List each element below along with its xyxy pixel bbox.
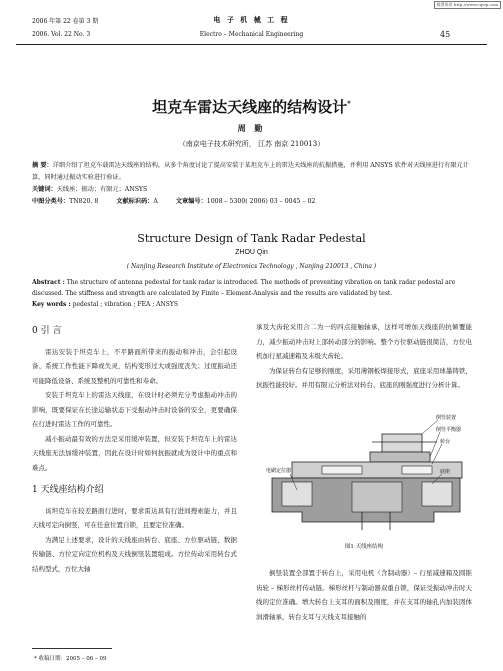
turntable-shape	[292, 462, 462, 478]
header-issue-en: 2006. Vol. 22 No. 3	[32, 31, 91, 38]
doc-code-value: A	[153, 198, 158, 205]
header-issue-zh: 2006 年第 22 卷第 3 期	[32, 18, 99, 25]
right-column-bottom	[256, 566, 472, 624]
section-0-paragraph: 减小振动最有效的方法是采用缓冲装置，但安装于坦克车上的雷达天线座无法加缓冲装置，因此在设计时如何抗振就成为设计中的重点和难点。	[32, 434, 237, 472]
title-footnote-mark: *	[347, 99, 351, 108]
right-column-top	[256, 320, 472, 393]
page-number: 45	[440, 30, 451, 39]
header-journal-en: Electro – Mechanical Engineering	[199, 31, 304, 38]
right-paragraph: 为保证转台有足够的刚度，采用薄钢板焊接形式，底座采用球墨铸铁，抗振性能较好。并用有限元分析法对转台、底座的刚强度进行分析计算。	[256, 366, 472, 389]
en-author: ZHOU Qin	[235, 249, 268, 256]
label-tilt-device: 倒竖装置	[436, 415, 457, 421]
figure-caption: 图1 天线座结构	[344, 544, 384, 550]
clc-label: 中图分类号：	[32, 198, 70, 205]
drive-motor-shape	[352, 482, 402, 512]
abstract-en-body	[32, 277, 472, 299]
abstract-zh-label: 摘 要：	[32, 162, 53, 169]
keywords-en	[32, 299, 472, 310]
watermark: 维普资讯 http://www.cqvip.com	[434, 1, 501, 9]
label-slip-ring: 电刷定位器	[266, 468, 292, 474]
paper-title	[0, 96, 503, 117]
right-paragraph: 倒竖装置全部置于转台上，采用电机（含制动器）– 行星减速箱及圆锥齿轮 – 梯形丝杆传动链。梯形丝杆与制动器双重自锁，保证受振动冲击时天线的定位准确。增大转台上支耳的面积及刚度，并在支耳的轴孔内加装固体润滑轴承，转台支耳与天线支耳接触的	[256, 569, 472, 621]
clc-value: TN820. 8	[69, 198, 99, 205]
bearing-shape	[322, 466, 362, 474]
section-0-paragraph: 安装于坦克车上的雷达天线座，在设计时必须充分考虑振动冲击的影响，既要保证在长途运输状态下受振动冲击时设备的安全，更要确保在行进时雷达工作的可靠性。	[32, 391, 237, 428]
header-journal-zh: 电 子 机 械 工 程	[213, 15, 290, 24]
abstract-zh	[32, 160, 472, 208]
label-balance-spring: 倒竖平衡器	[436, 427, 462, 433]
affiliation: （南京电子技术研究所， 江苏 南京 210013）	[178, 140, 325, 148]
abstract-zh-body	[32, 160, 472, 184]
footnote-rule	[32, 648, 112, 649]
keywords-zh-text: 天线座；振动；有限元；ANSYS	[56, 186, 148, 193]
header-rule	[16, 44, 487, 45]
section-1-paragraph: 为满足上述要求，设计的天线座由转台、底座、方位驱动链、数据传输链、方位定向定位机构及天线倒竖装置组成。方位传动采用转台式结构型式，方位大轴	[32, 535, 237, 573]
leader-line	[432, 444, 442, 464]
section-1-paragraph: 该坦克车在较差路面行进时，要求雷达具有行进间搜索能力，并且天线可定向倒竖，可在任意位置自锁，且要定位准确。	[32, 506, 237, 529]
keywords-zh	[32, 184, 472, 196]
label-turntable: 转台	[440, 439, 451, 445]
tilt-device-shape	[382, 434, 422, 452]
label-base: 底座	[440, 469, 451, 475]
en-affiliation: ( Nanjing Research Institute of Electronics Technology , Nanjing 210013 , China )	[126, 263, 377, 270]
keywords-en-label: Key words :	[32, 301, 71, 308]
abstract-zh-text: 详细介绍了坦克车载雷达天线座的结构，从多个角度讨论了提高安装于某坦克车上的雷达天线座的抗振措施，并利用 ANSYS 软件对天线座进行有限元计算，同时通过振动实验进行验证。	[32, 162, 469, 181]
leader-line	[430, 432, 440, 457]
positioner-shape	[422, 482, 452, 506]
section-1-heading: 1 天线座结构介绍	[32, 485, 104, 495]
article-no-value: 1008 – 5300( 2006) 03 – 0045 – 02	[206, 198, 316, 205]
author: 周 勤	[237, 123, 266, 133]
en-title: Structure Design of Tank Radar Pedestal	[137, 232, 366, 245]
abstract-en-label: Abstract :	[32, 279, 65, 286]
slip-ring-shape	[282, 482, 312, 506]
classification-line	[32, 196, 472, 208]
paper-title-text: 坦克车雷达天线座的结构设计	[152, 98, 348, 116]
abstract-en-text: The structure of antenna pedestal for tank radar is introduced. The methods of preventing vibration on tank radar pedestal are discussed. The stiffness and strength are calculated by Finite – Element-Analysis and the results are validated by test.	[32, 279, 456, 297]
keywords-en-text: pedestal ; vibration ; FEA ; ANSYS	[72, 301, 178, 308]
doc-code-label: 文献标识码：	[116, 198, 154, 205]
footnote: * 收稿日期：2005 – 06 – 09	[34, 656, 107, 662]
abstract-en	[32, 277, 472, 310]
gear-shape	[402, 466, 432, 474]
pedestal-structure-figure	[262, 412, 470, 532]
section-0-paragraph: 雷达安装于坦克车上，不平路面所带来的振动和冲击，会引起设备、系统工作性能下降或失灵，结构变形过大或强度丧失；过度振动还可能降低设备、系统及整机的可靠性和寿命。	[32, 347, 237, 385]
balance-spring-shape	[370, 452, 430, 462]
right-paragraph: 承及大齿轮采用合二为一的四点接触轴承，这样可增加天线座的抗倾覆能力，减少振动冲击对上部转动部分的影响。整个方位驱动链很简洁，方位电机加行星减速箱及末级大齿轮。	[256, 323, 472, 360]
left-column	[32, 318, 237, 576]
keywords-zh-label: 关键词：	[32, 186, 57, 193]
section-0-heading: 0 引 言	[32, 326, 62, 336]
article-no-label: 文章编号：	[175, 198, 207, 205]
